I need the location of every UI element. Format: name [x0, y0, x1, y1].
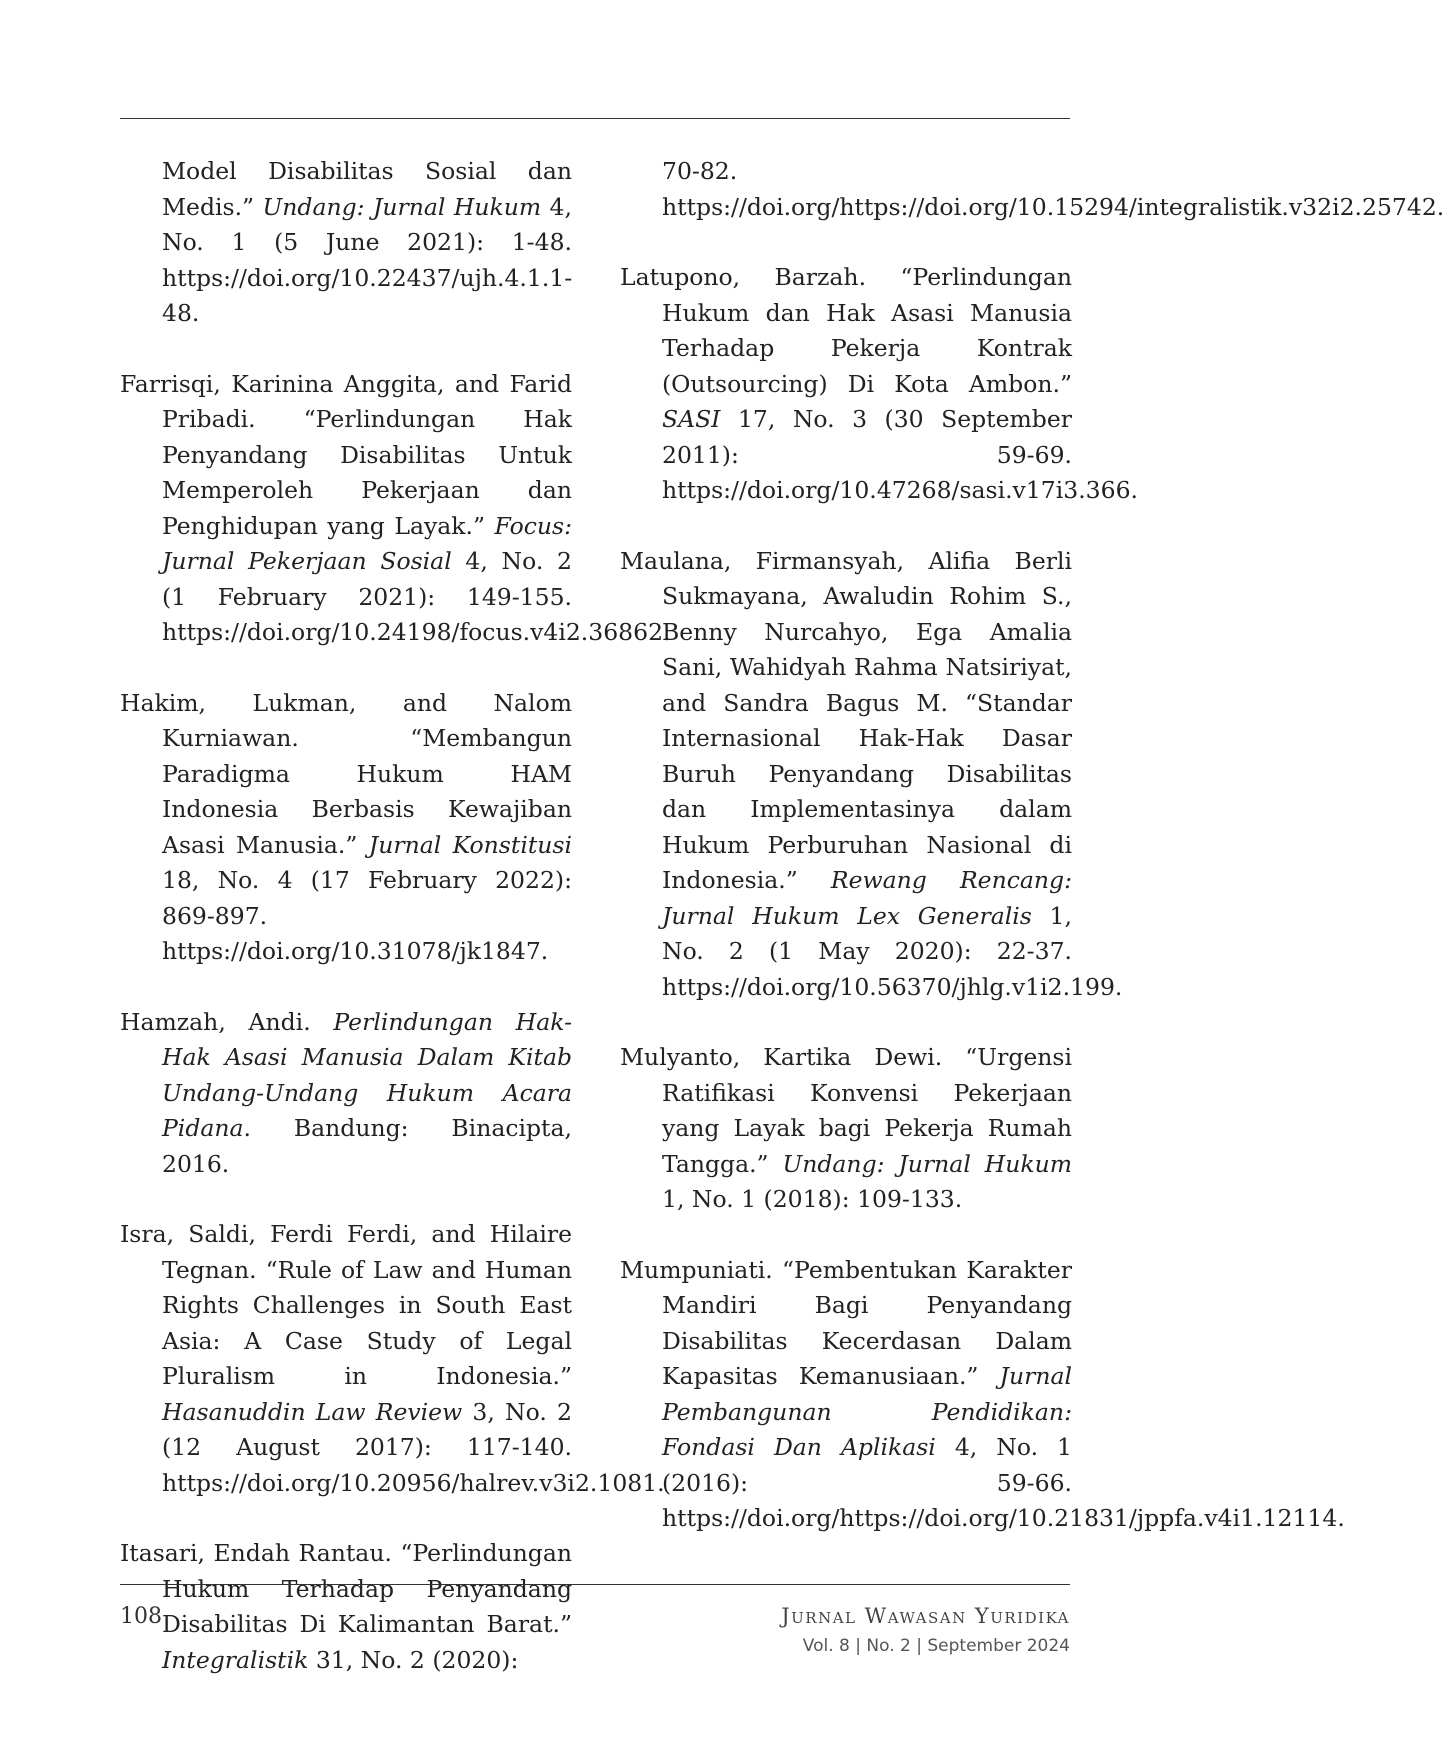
reference-text: 1, No. 2 (1 May 2020): 22-37. https://doi.org/10.56370/jhlg.v1i2.199. [662, 901, 1123, 1001]
reference-entry [120, 367, 671, 651]
reference-text: 4, No. 1 (2016): 59-66. https://doi.org/https://doi.org/10.21831/jppfa.v4i1.12114. [662, 1433, 1345, 1532]
reference-title-italic: Hasanuddin Law Review [162, 1397, 463, 1426]
reference-text: 31, No. 2 (2020): [308, 1645, 519, 1674]
reference-entry [620, 154, 1444, 225]
reference-entry [120, 686, 572, 970]
journal-name: Jurnal Wawasan Yuridika [781, 1604, 1070, 1628]
reference-text: 3, No. 2 (12 August 2017): 117-140. https://doi.org/10.20956/halrev.v3i2.1081. [162, 1397, 665, 1497]
reference-text: Farrisqi, Karinina Anggita, and Farid Pribadi. “Perlindungan Hak Penyandang Disabilitas Untuk Memperoleh Pekerjaan dan Penghidupan yang Layak.” [120, 369, 572, 540]
journal-issue: Vol. 8 | No. 2 | September 2024 [802, 1636, 1070, 1656]
footer-rule [120, 1584, 1070, 1585]
reference-text: Hamzah, Andi. [120, 1007, 334, 1036]
reference-text: Model Disabilitas Sosial dan Medis.” [162, 157, 572, 221]
reference-title-italic: Undang: Jurnal Hukum [262, 192, 542, 221]
references-left-column [120, 154, 671, 1713]
reference-title-italic: Undang: Jurnal Hukum [782, 1149, 1072, 1178]
reference-entry [120, 154, 572, 332]
reference-entry [620, 544, 1123, 1006]
reference-title-italic: SASI [662, 405, 721, 433]
reference-text: 17, No. 3 (30 September 2011): 59-69. https://doi.org/10.47268/sasi.v17i3.366. [662, 405, 1139, 504]
reference-text: Latupono, Barzah. “Perlindungan Hukum dan Hak Asasi Manusia Terhadap Pekerja Kontrak (Outsourcing) Di Kota Ambon.” [620, 263, 1072, 398]
reference-title-italic: Integralistik [162, 1645, 309, 1674]
reference-text: Mumpuniati. “Pembentukan Karakter Mandiri Bagi Penyandang Disabilitas Kecerdasan Dalam Kapasitas Kemanusiaan.” [620, 1255, 1072, 1390]
reference-text: 4, No. 2 (1 February 2021): 149-155. https://doi.org/10.24198/focus.v4i2.36862. [162, 547, 671, 646]
reference-title-italic: Rewang Rencang: Jurnal Hukum Lex Generalis [662, 866, 1072, 930]
reference-entry [120, 1536, 572, 1678]
reference-text: 4, No. 1 (5 June 2021): 1-48. https://doi.org/10.22437/ujh.4.1.1-48. [162, 192, 573, 327]
header-rule [120, 118, 1070, 119]
reference-text: Maulana, Firmansyah, Alifia Berli Sukmayana, Awaludin Rohim S., Benny Nurcahyo, Ega Amalia Sani, Wahidyah Rahma Natsiriyat, and Sandra Bagus M. “Standar Internasional Hak-Hak Dasar Buruh Penyandang Disabilitas dan Implementasinya dalam Hukum Perburuhan Nasional di Indonesia.” [620, 546, 1072, 894]
reference-text: 18, No. 4 (17 February 2022): 869-897. https://doi.org/10.31078/jk1847. [162, 866, 572, 965]
reference-entry [620, 260, 1139, 509]
reference-text: Hakim, Lukman, and Nalom Kurniawan. “Membangun Paradigma Hukum HAM Indonesia Berbasis Kewajiban Asasi Manusia.” [120, 688, 572, 859]
references-right-column [620, 154, 1444, 1572]
reference-entry [620, 1040, 1072, 1218]
reference-text: Mulyanto, Kartika Dewi. “Urgensi Ratifikasi Konvensi Pekerjaan yang Layak bagi Pekerja Rumah Tangga.” [620, 1043, 1072, 1178]
reference-entry [120, 1005, 572, 1183]
reference-title-italic: Focus: Jurnal Pekerjaan Sosial [162, 511, 572, 575]
reference-text: Isra, Saldi, Ferdi Ferdi, and Hilaire Tegnan. “Rule of Law and Human Rights Challenges in South East Asia: A Case Study of Legal Pluralism in Indonesia.” [120, 1220, 572, 1390]
reference-text: 70-82. https://doi.org/https://doi.org/10.15294/integralistik.v32i2.25742. [662, 157, 1444, 221]
reference-entry [620, 1253, 1345, 1537]
reference-title-italic: Jurnal Pembangunan Pendidikan: Fondasi Dan Aplikasi [662, 1362, 1072, 1461]
reference-title-italic: Jurnal Konstitusi [368, 830, 572, 859]
reference-text: 1, No. 1 (2018): 109-133. [662, 1185, 963, 1213]
page-number: 108 [120, 1604, 162, 1629]
reference-text: . Bandung: Binacipta, 2016. [162, 1114, 572, 1178]
reference-text: Itasari, Endah Rantau. “Perlindungan Hukum Terhadap Penyandang Disabilitas Di Kalimantan Barat.” [120, 1539, 572, 1638]
reference-entry [120, 1217, 665, 1501]
reference-title-italic: Perlindungan Hak-Hak Asasi Manusia Dalam Kitab Undang-Undang Hukum Acara Pidana [162, 1007, 573, 1142]
